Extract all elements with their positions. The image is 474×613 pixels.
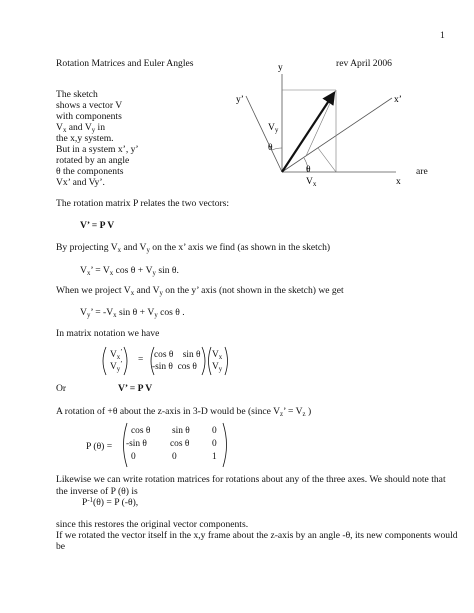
matrix-row: -sin θ cos θ [152, 362, 197, 372]
paragraph: A rotation of +θ about the z-axis in 3-D would be (since $V_z$’ = $V_z$ ) [56, 406, 312, 418]
matrix-rhs-vx: $V_x$ [212, 350, 223, 361]
paragraph: By projecting $V_x$ and $V_y$ on the x’ axis we find (as shown in the sketch) [56, 242, 331, 254]
equation-vprime-2: V’ = P V [118, 383, 153, 394]
intro-line: θ the components [56, 166, 124, 177]
paragraph: since this restores the original vector components. [56, 519, 249, 530]
matrix3-cell: cos θ [170, 439, 190, 449]
matrix-row: cos θ sin θ [154, 350, 201, 360]
inverse-equation: $P^{-1}(\theta) = P$ (-θ), [82, 497, 139, 508]
theta-label: θ [268, 143, 273, 153]
intro-line-are: are [416, 166, 428, 177]
vector-v [282, 93, 334, 172]
page-number: 1 [440, 30, 445, 41]
y-prime-axis [246, 96, 282, 172]
matrix3-cell: 0 [212, 426, 217, 436]
revision-date: rev April 2006 [336, 58, 392, 69]
matrix-lhs-vy: $V_y^’$ [110, 361, 123, 373]
paragraph: be [56, 541, 66, 552]
rotation-sketch [226, 62, 426, 190]
paragraph: the inverse of P (θ) is [56, 486, 138, 497]
vy-label: $V_y$ [268, 123, 279, 134]
intro-line: But in a system x’, y’ [56, 144, 139, 155]
paragraph: When we project $V_x$ and $V_y$ on the y’ axis (not shown in the sketch) we get [56, 285, 344, 297]
matrix-rhs-vy: $V_y$ [212, 362, 223, 373]
paragraph: In matrix notation we have [56, 328, 160, 339]
theta-arc-y [272, 148, 282, 150]
theta-label: θ [306, 165, 311, 175]
document-title: Rotation Matrices and Euler Angles [56, 58, 194, 69]
x-prime-axis-label: x’ [394, 95, 402, 105]
intro-line: $V_x$ and $V_y$ in [56, 122, 106, 134]
intro-line: with components [56, 111, 122, 122]
matrix-lhs-vx: $V_x^’$ [110, 349, 123, 361]
x-axis-label: x [396, 177, 401, 187]
matrix3-cell: sin θ [172, 426, 190, 436]
matrix3-cell: 0 [131, 452, 136, 462]
matrix3-cell: cos θ [131, 426, 151, 436]
x-prime-projection [318, 148, 336, 172]
intro-line: the x,y system. [56, 133, 114, 144]
intro-line: Vx’ and Vy’. [56, 177, 105, 188]
paragraph: The rotation matrix P relates the two vectors: [56, 198, 230, 209]
x-prime-axis [282, 98, 392, 172]
matrix3-cell: 1 [212, 452, 217, 462]
y-axis-label: y [278, 63, 283, 73]
y-prime-axis-label: y’ [236, 95, 244, 105]
equals-sign: = [138, 355, 144, 365]
intro-line: rotated by an angle [56, 155, 130, 166]
vx-label: $V_x$ [306, 177, 317, 188]
matrix3-cell: 0 [172, 452, 177, 462]
equation-vx-prime: $V_x$’ = $V_x$ $\cos \theta + V_y$ sin θ. [80, 265, 179, 277]
equation-vy-prime: $V_y$’ = $-V_x$ $\sin \theta + V_y$ cos θ . [80, 307, 185, 319]
matrix3-cell: 0 [212, 439, 217, 449]
intro-line: The sketch [56, 89, 98, 100]
matrix3-cell: -sin θ [126, 439, 147, 449]
or-label: Or [56, 383, 67, 394]
p-theta-label: P (θ) = [86, 441, 113, 452]
intro-line: shows a vector V [56, 100, 123, 111]
paragraph: Likewise we can write rotation matrices for rotations about any of the three axes. We should note that [56, 474, 446, 485]
equation-vprime: V’ = P V [80, 220, 115, 231]
paragraph: If we rotated the vector itself in the x,y frame about the z-axis by an angle -θ, its new components would [56, 530, 458, 541]
